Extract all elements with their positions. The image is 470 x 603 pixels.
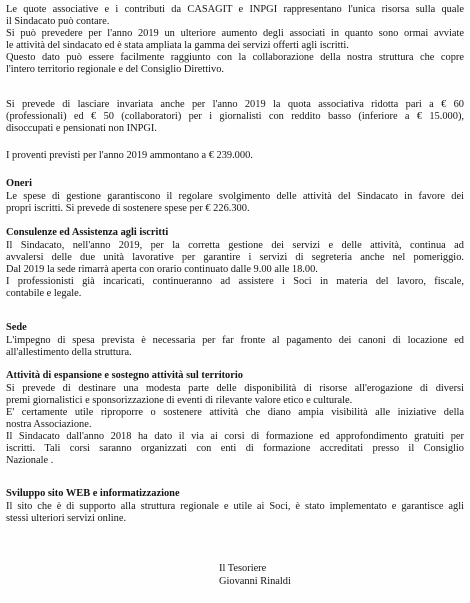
text-line: l'intero territorio regionale e del Consiglio Direttivo. [6, 64, 225, 75]
sviluppo-heading: Sviluppo sito WEB e informatizzazione [6, 488, 180, 499]
text-line: iscritti. Tali corsi saranno organizzati con enti di formazione accreditati presso il Consiglio [6, 443, 464, 454]
text-line: Si prevede di destinare una modesta parte delle disponibilità di risorse all'erogazione di diversi [6, 383, 464, 394]
espansione-paragraph [6, 383, 464, 467]
text-line: avvalersi delle due unità lavorative per garantire i servizi di segreteria anche nel pomeriggio. [6, 252, 464, 263]
sede-heading: Sede [6, 322, 27, 333]
consulenze-heading: Consulenze ed Assistenza agli iscritti [6, 227, 169, 238]
quota-paragraph [6, 99, 464, 135]
text-line: premi giornalistici e sponsorizzazione di eventi di rilevante valore etico e culturale. [6, 395, 353, 406]
text-line: propri iscritti. Si prevede di sostenere spese per € 226.300. [6, 203, 250, 214]
text-line: Si può prevedere per l'anno 2019 un ulteriore aumento degli associati in quanto sono ormai avviate [6, 28, 464, 39]
sede-paragraph [6, 335, 464, 359]
text-line: all'allestimento della struttura. [6, 347, 132, 358]
text-line: Questo dato può essere facilmente raggiunto con la collaborazione della nostra struttura che copre [6, 52, 464, 63]
text-line: E' certamente utile riproporre o sostenere attività che diano ampia visibilità alle iniziative della [6, 407, 464, 418]
text-line: L'impegno di spesa prevista è necessaria per far fronte al pagamento dei canoni di locazione ed [6, 335, 464, 346]
oneri-paragraph [6, 191, 464, 215]
sviluppo-paragraph [6, 501, 464, 525]
text-line: I professionisti già incaricati, continueranno ad assistere i Soci in materia del lavoro, fiscale, [6, 276, 464, 287]
text-line: Nazionale . [6, 455, 54, 466]
text-line: Le spese di gestione garantiscono il regolare svolgimento delle attività del Sindacato in favore dei [6, 191, 464, 202]
text-line: Il Sindacato dall'anno 2018 ha dato il via ai corsi di formazione ed approfondimento gratuiti per [6, 431, 464, 442]
text-line: le attività del sindacato ed è stata ampliata la gamma dei servizi offerti agli iscritti. [6, 40, 349, 51]
consulenze-paragraph [6, 240, 464, 300]
text-line: Si prevede di lasciare invariata anche per l'anno 2019 la quota associativa ridotta pari a € 60 [6, 99, 464, 110]
text-line: (professionali) ed € 50 (collaboratori) per i giornalisti con reddito basso (inferiore a € 15.000), [6, 111, 464, 122]
signature-name: Giovanni Rinaldi [219, 576, 291, 587]
text-line: Il Sindacato, nell'anno 2019, per la corretta gestione dei servizi e delle attività, continua ad [6, 240, 464, 251]
proventi-paragraph [6, 150, 464, 162]
text-line: stessi ulteriori servizi online. [6, 513, 127, 524]
text-line: I proventi previsti per l'anno 2019 ammontano a € 239.000. [6, 150, 253, 161]
text-line: disoccupati e pensionati non INPGI. [6, 123, 157, 134]
text-line: Dal 2019 la sede rimarrà aperta con orario continuato dalle 9.00 alle 18.00. [6, 264, 318, 275]
oneri-heading: Oneri [6, 178, 32, 189]
signature-role: Il Tesoriere [219, 563, 267, 574]
intro-paragraph [6, 4, 464, 76]
text-line: il Sindacato può contare. [6, 16, 110, 27]
text-line: Le quote associative e i contributi da CASAGIT e INPGI rappresentano l'unica risorsa sulla quale [6, 4, 464, 15]
espansione-heading: Attività di espansione e sostegno attività sul territorio [6, 370, 243, 381]
text-line: nostra Associazione. [6, 419, 92, 430]
text-line: contabile e legale. [6, 288, 82, 299]
text-line: Il sito che è di supporto alla struttura regionale e utile ai Soci, è stato implementato e garantisce agli [6, 501, 464, 512]
